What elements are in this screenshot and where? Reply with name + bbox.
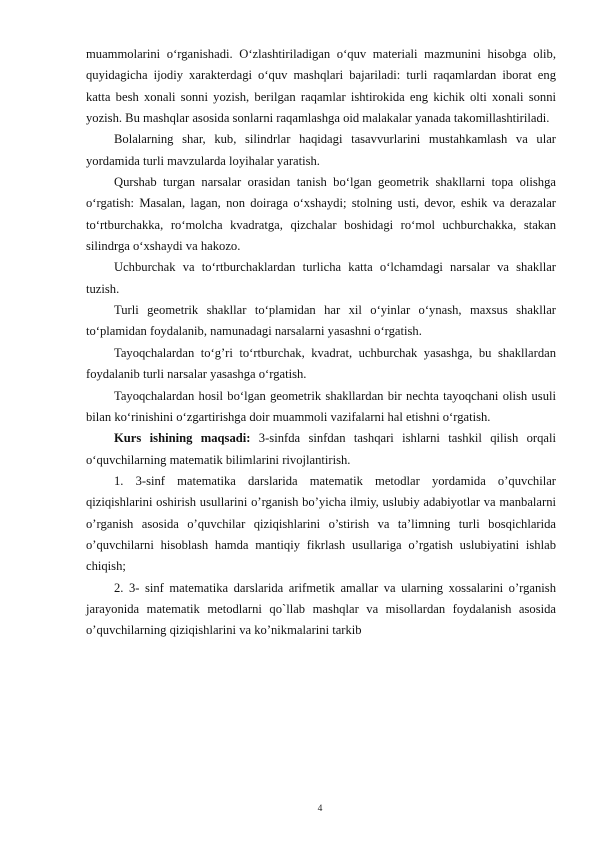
goal-heading: Kurs ishining maqsadi: <box>114 431 251 446</box>
paragraph-1: muammolarini o‘rganishadi. O‘zlashtiriladigan o‘quv materiali mazmunini hisobga olib, quyidagicha ijodiy xarakterdagi o‘quv mashqlari bajariladi: turli raqamlardan iborat eng katta besh xonali sonni yozish, berilgan raqamlar ishtirokida eng kichik olti xonali sonni yozish. Bu mashqlar asosida sonlarni raqamlashga oid malakalar yanada takomillashtiriladi. <box>86 47 556 126</box>
paragraph-10: 2. 3- sinf matematika darslarida arifmetik amallar va ularning xossalarini o’rganish jarayonida matematik metodlarni qo`llab mashqlar va misollardan foydalanish asosida o’quvchilarning qiziqishlarini va ko’nikmalarini tarkib <box>86 580 556 638</box>
page-number: 4 <box>317 804 323 814</box>
paragraph-5: Turli geometrik shakllar to‘plamidan har xil o‘yinlar o‘ynash, maxsus shakllar to‘plamidan foydalanib, namunadagi narsalarni yasashni o‘rgatish. <box>86 303 556 339</box>
goal-text: 3-sinfda sinfdan tashqari ishlarni tashkil qilish orqali o‘quvchilarning matematik bilimlarini rivojlantirish. <box>86 431 556 467</box>
document-page <box>86 44 556 642</box>
paragraph-7: Tayoqchalardan hosil bo‘lgan geometrik shakllardan bir nechta tayoqchani olish usuli bilan ko‘rinishini o‘zgartirishga doir muammoli vazifalarni hal etishni o‘rgatish. <box>86 388 556 424</box>
paragraph-8-goal <box>86 428 556 471</box>
paragraph-6: Tayoqchalardan to‘g’ri to‘rtburchak, kvadrat, uchburchak yasashga, bu shakllardan foydalanib turli narsalar yasashga o‘rgatish. <box>86 345 556 382</box>
paragraph-2: Bolalarning shar, kub, silindrlar haqidagi tasavvurlarini mustahkamlash va ular yordamida turli mavzularda loyihalar yaratish. <box>86 132 556 168</box>
paragraph-3: Qurshab turgan narsalar orasidan tanish bo‘lgan geometrik shakllarni topa olishga o‘rgatish: Masalan, lagan, non doiraga o‘xshaydi; stolning usti, devor, eshik va derazalar to‘rtburchakka, ro‘molcha kvadratga, qizchalar boshidagi ro‘mol uchburchakka, stakan silindrga o‘xshaydi va hakozo. <box>86 175 556 254</box>
paragraph-9: 1. 3-sinf matematika darslarida matematik metodlar yordamida o’quvchilar qiziqishlarini oshirish usullarini o’rganish bo’yicha ilmiy, uslubiy adabiyotlar va manbalarni o’rganish asosida o’quvchilar qiziqishlarini o’stirish va ta’limning turli bosqichlarida o’quvchilarni hisoblash hamda mantiqiy fikrlash usullariga o’rgatish uslubiyatini ishlab chiqish; <box>86 473 556 574</box>
paragraph-4: Uchburchak va to‘rtburchaklardan turlicha katta o‘lchamdagi narsalar va shakllar tuzish. <box>86 260 556 296</box>
